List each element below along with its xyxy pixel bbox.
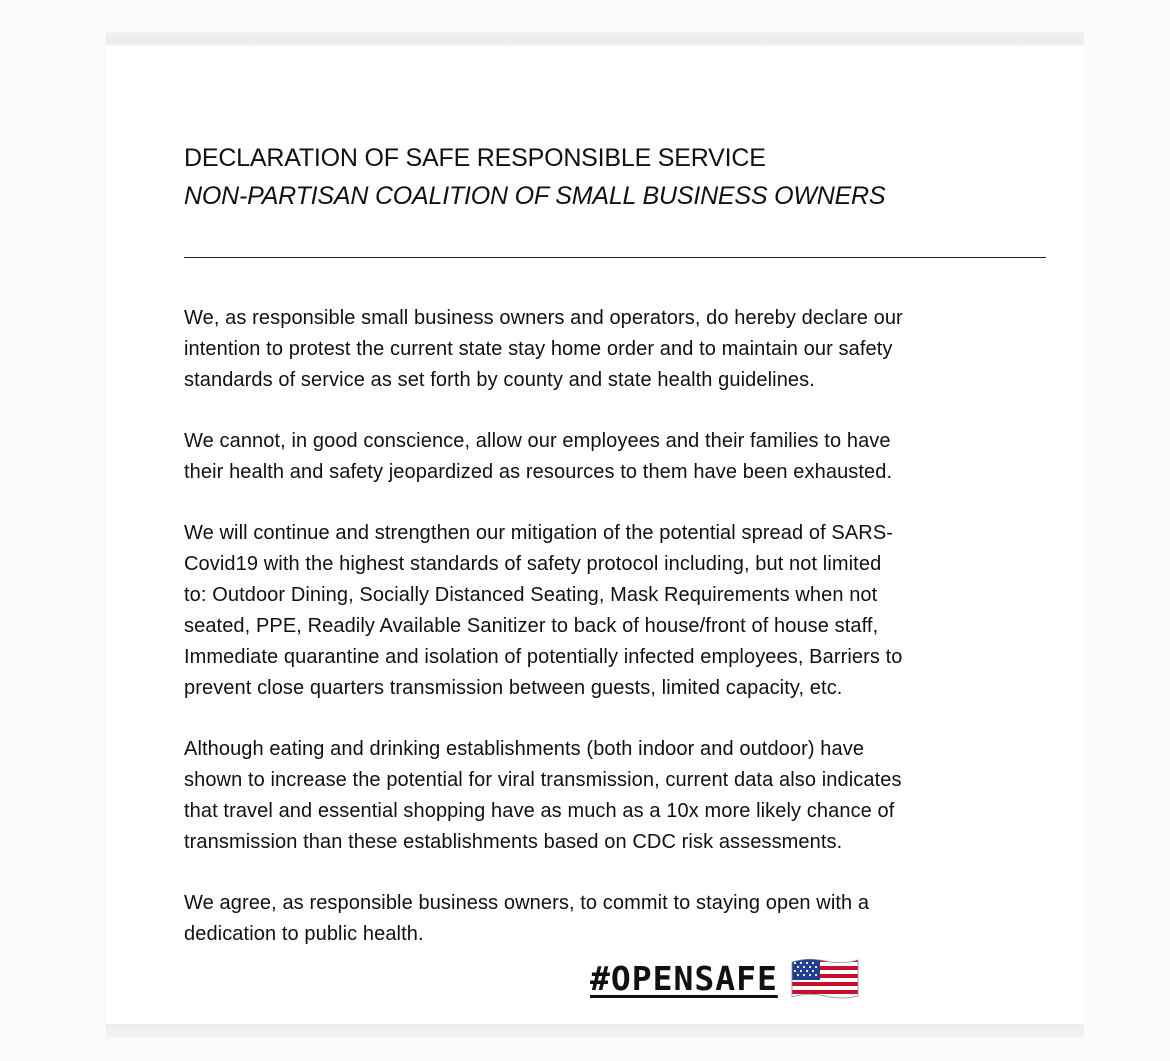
paragraph-declaration [184,303,1054,396]
paragraph-employees [184,426,1054,488]
paragraph-line: that travel and essential shopping have as much as a 10x more likely chance of [184,800,895,822]
paragraph-line: Immediate quarantine and isolation of potentially infected employees, Barriers to [184,646,903,668]
page-bottom-shadow [106,1024,1084,1038]
paragraph-line: Covid19 with the highest standards of safety protocol including, but not limited [184,553,882,575]
paragraph-line: dedication to public health. [184,923,424,945]
document-subtitle: NON-PARTISAN COALITION OF SMALL BUSINESS OWNERS [184,182,886,210]
opensafe-hashtag: #OPENSAFE [590,958,778,998]
paragraph-line: standards of service as set forth by county and state health guidelines. [184,369,815,391]
paragraph-line: We, as responsible small business owners and operators, do hereby declare our [184,307,903,329]
paragraph-line: transmission than these establishments based on CDC risk assessments. [184,831,843,853]
document-body [184,303,1054,980]
paragraph-line: prevent close quarters transmission between guests, limited capacity, etc. [184,677,843,699]
paragraph-line: We agree, as responsible business owners, to commit to staying open with a [184,892,870,914]
paragraph-line: We cannot, in good conscience, allow our employees and their families to have [184,430,891,452]
paragraph-transmission-data [184,734,1054,858]
title-divider [184,257,1046,258]
paragraph-line: intention to protest the current state stay home order and to maintain our safety [184,338,893,360]
paragraph-line: their health and safety jeopardized as resources to them have been exhausted. [184,461,893,483]
hashtag-signoff [590,956,860,1000]
paragraph-line: We will continue and strengthen our mitigation of the potential spread of SARS- [184,522,894,544]
paragraph-line: shown to increase the potential for viral transmission, current data also indicates [184,769,902,791]
us-flag-icon [790,956,860,1000]
document-title: DECLARATION OF SAFE RESPONSIBLE SERVICE [184,144,766,172]
paragraph-line: seated, PPE, Readily Available Sanitizer to back of house/front of house staff, [184,615,879,637]
paragraph-mitigation [184,518,1054,704]
paragraph-line: Although eating and drinking establishments (both indoor and outdoor) have [184,738,865,760]
paragraph-line: to: Outdoor Dining, Socially Distanced Seating, Mask Requirements when not [184,584,878,606]
document-page [106,46,1084,1024]
paragraph-commitment [184,888,1054,950]
